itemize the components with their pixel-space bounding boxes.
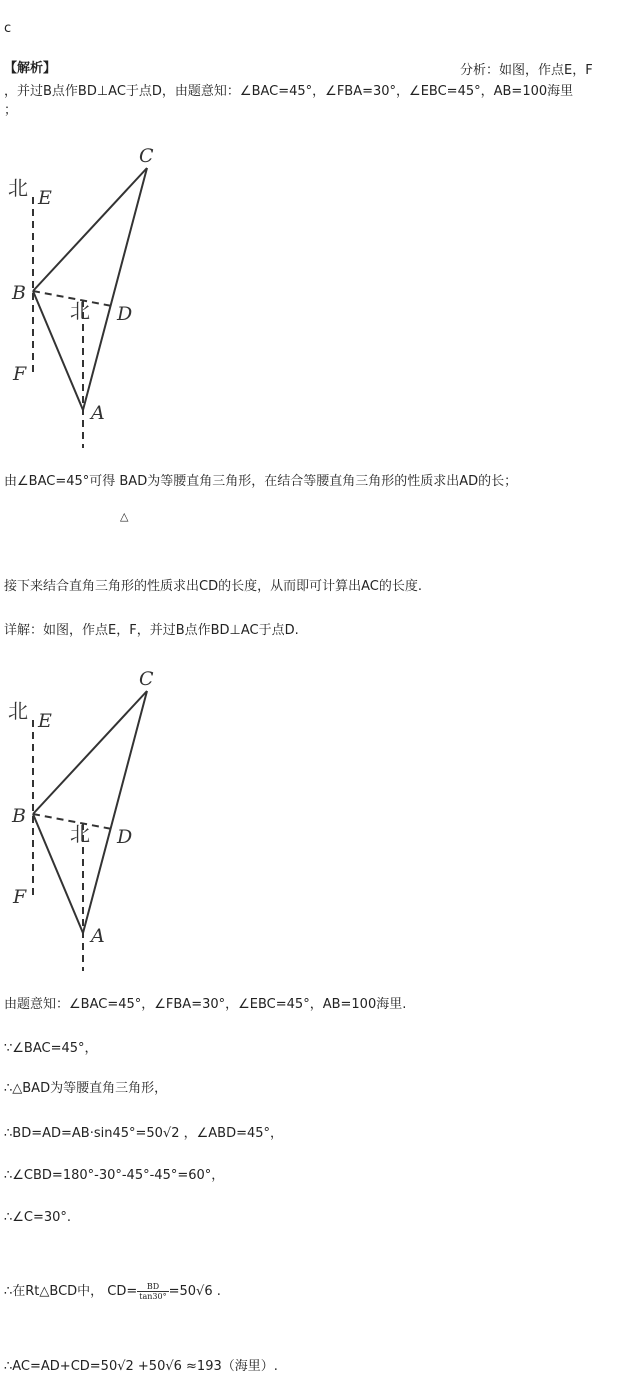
- point-label-e: E: [38, 710, 52, 732]
- point-label-c: C: [139, 668, 154, 690]
- solution-intro: 详解：如图，作点E，F，并过B点作BD⊥AC于点D.: [4, 623, 299, 638]
- north-label: 北: [8, 699, 28, 723]
- solution-step: 由题意知：∠BAC=45°，∠FBA=30°，∠EBC=45°，AB=100海里.: [4, 997, 407, 1012]
- fraction-numerator: BD: [137, 1282, 168, 1292]
- geometry-figure-2: [0, 663, 200, 973]
- analysis-line: ，并过B点作BD⊥AC于点D，由题意知：∠BAC=45°，∠FBA=30°，∠EBC=45°，AB=100海里: [4, 84, 574, 99]
- point-label-d: D: [117, 303, 133, 325]
- solution-step: ∴BD=AD=AB·sin45°=50√2 ，∠ABD=45°，: [4, 1126, 284, 1141]
- step7-prefix: ∴在Rt△BCD中， CD=: [4, 1284, 138, 1299]
- answer-text: c: [4, 21, 12, 36]
- point-label-b: B: [12, 805, 26, 827]
- point-label-f: F: [13, 363, 27, 385]
- solution-step: ∵∠BAC=45°，: [4, 1041, 98, 1056]
- solution-step: ∴AC=AD+CD=50√2 +50√6 ≈193（海里）.: [4, 1359, 278, 1374]
- solution-step: ∴△BAD为等腰直角三角形，: [4, 1081, 168, 1096]
- analysis-line: ；: [4, 103, 18, 118]
- geometry-figure-1: [0, 140, 200, 450]
- north-label: 北: [70, 299, 90, 323]
- point-label-d: D: [117, 826, 133, 848]
- point-label-a: A: [91, 402, 105, 424]
- fraction: [137, 1282, 168, 1301]
- point-label-a: A: [91, 925, 105, 947]
- point-label-f: F: [13, 886, 27, 908]
- solution-step: [4, 1282, 221, 1301]
- section-label: 【解析】: [4, 61, 57, 76]
- point-label-b: B: [12, 282, 26, 304]
- solution-step: ∴∠C=30°.: [4, 1210, 72, 1225]
- step7-suffix: =50√6 .: [168, 1284, 221, 1299]
- north-label: 北: [70, 822, 90, 846]
- point-label-e: E: [38, 187, 52, 209]
- analysis-line: 接下来结合直角三角形的性质求出CD的长度，从而即可计算出AC的长度.: [4, 579, 422, 594]
- fraction-denominator: tan30°: [139, 1292, 167, 1301]
- solution-step: ∴∠CBD=180°-30°-45°-45°=60°，: [4, 1168, 225, 1183]
- analysis-head: 分析：如图，作点E，F: [460, 63, 593, 78]
- analysis-line: 由∠BAC=45°可得 BAD为等腰直角三角形，在结合等腰直角三角形的性质求出AD的长；: [4, 474, 518, 489]
- point-label-c: C: [139, 145, 154, 167]
- north-label: 北: [8, 176, 28, 200]
- triangle-symbol: △: [120, 510, 129, 523]
